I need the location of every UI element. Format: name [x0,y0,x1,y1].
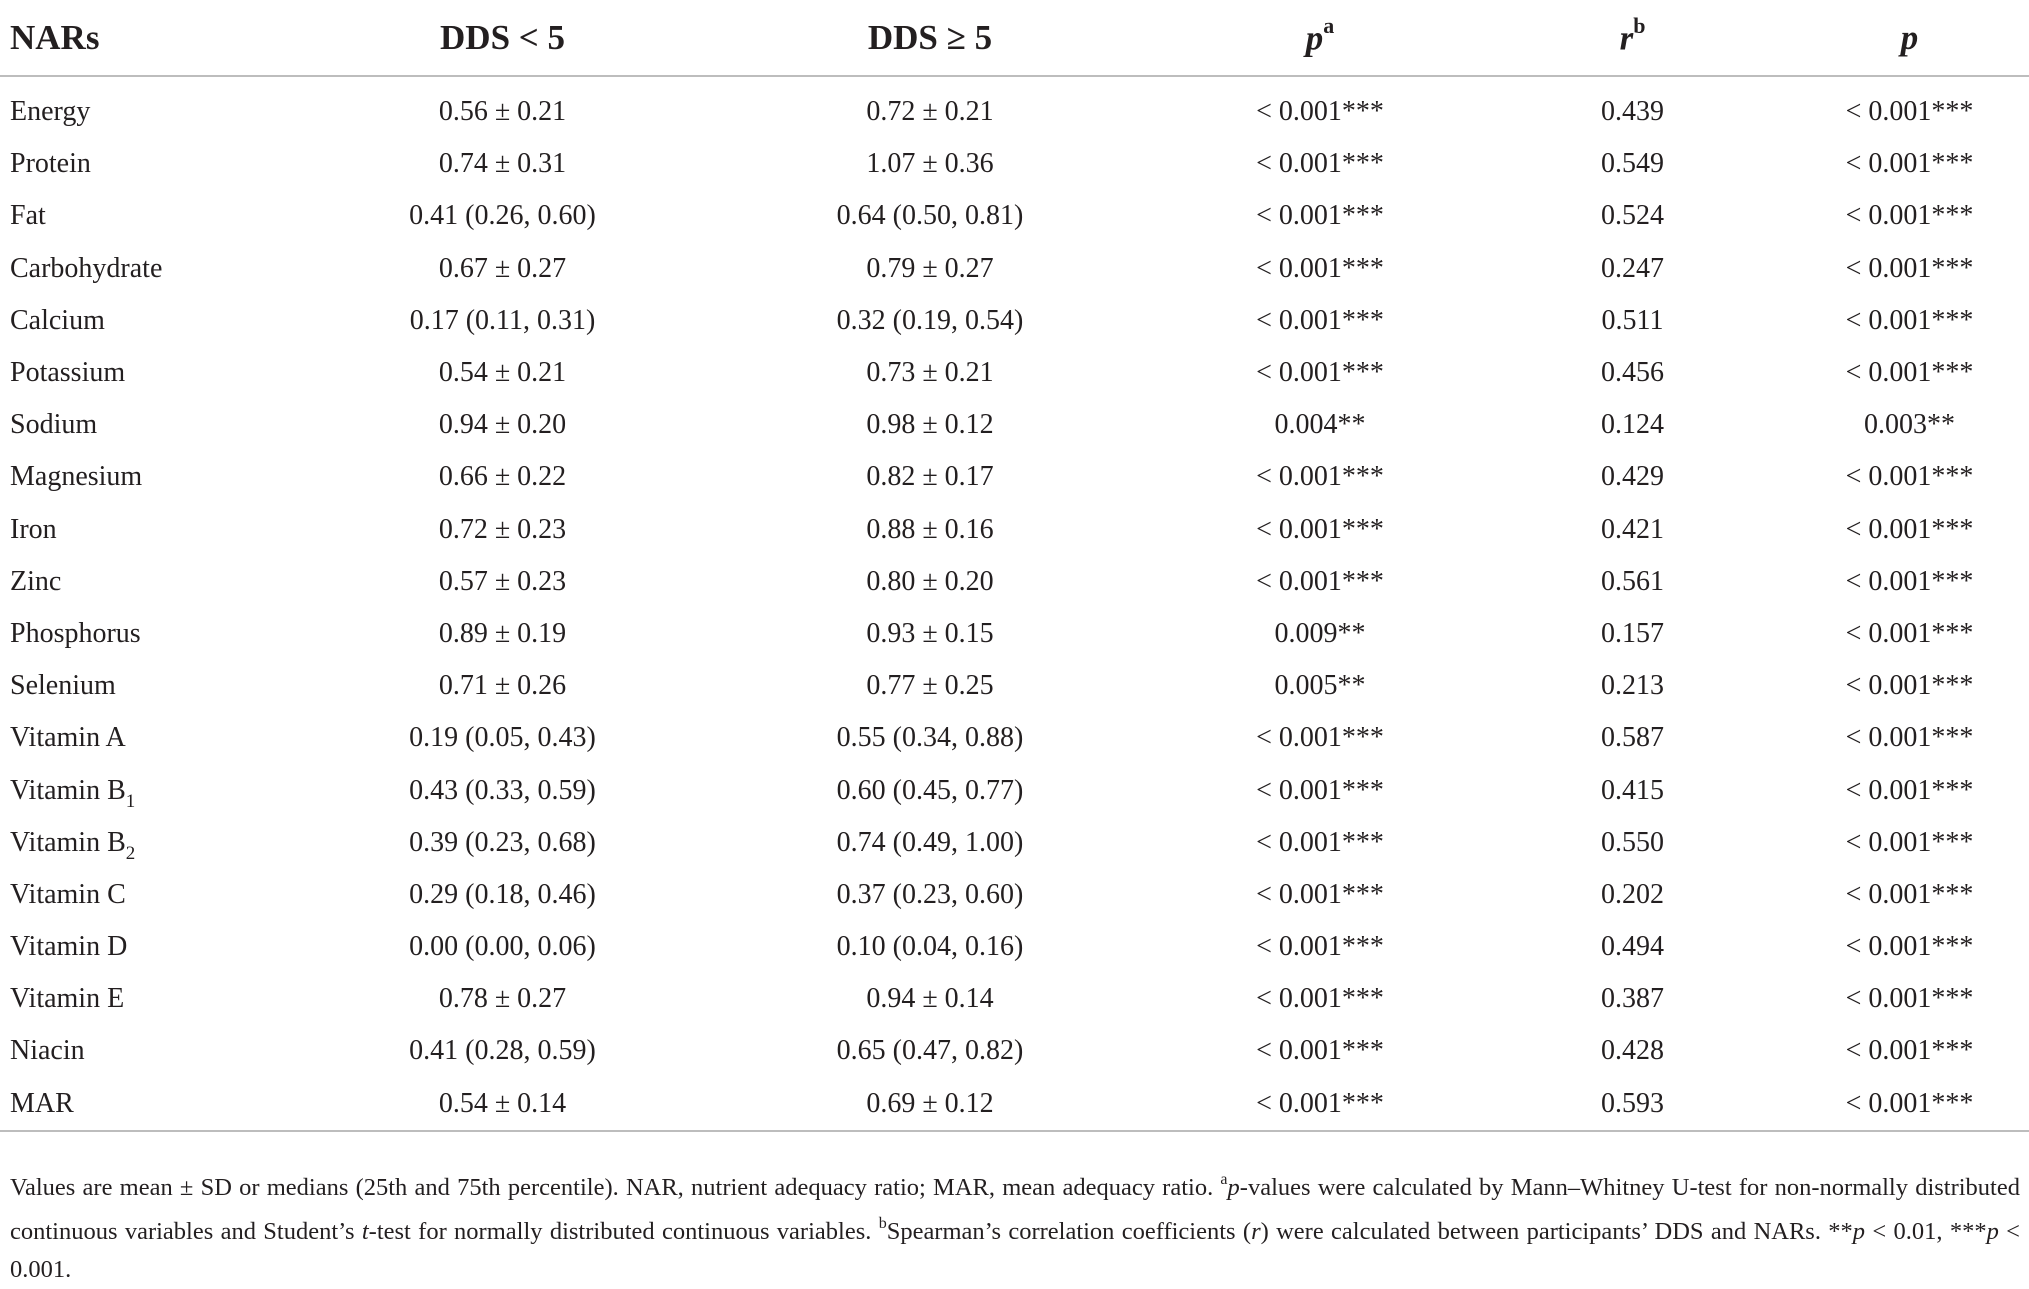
cell-r-spearman: 0.456 [1601,357,1664,389]
cell-p-mannwhitney: < 0.001*** [1256,200,1384,232]
cell-nutrient [0,817,310,869]
table-row [0,556,2029,608]
cell-nutrient [0,973,310,1025]
table-row [0,869,2029,921]
table-row [0,399,2029,451]
cell-dds-lt5: 0.89 ± 0.19 [438,617,567,649]
nutrient-name: Protein [10,148,91,180]
header-nars [0,0,310,76]
cell-r-spearman: 0.593 [1475,1078,1790,1131]
cell-p-mannwhitney: 0.009** [1274,617,1366,649]
cell-r-spearman: 0.429 [1601,461,1664,493]
cell-p-mannwhitney: < 0.001*** [1256,722,1384,754]
nutrient-name: Energy [10,96,91,128]
table-body [0,76,2029,1131]
nutrient-name: Vitamin B [10,826,126,858]
cell-dds-lt5: 0.41 (0.26, 0.60) [409,200,596,232]
table-row [0,608,2029,660]
table-row [0,764,2029,816]
cell-dds-ge5: 1.07 ± 0.36 [866,148,994,180]
nutrient-name: Calcium [10,304,105,336]
table-row [0,190,2029,242]
footnote-text: -values were calculated by Mann–Whitney U-test for non-normally distributed continuous variables and Student’s [10,1174,2020,1246]
footnote-text: -test for normally distributed continuous variables. [368,1218,879,1246]
table-row [0,660,2029,712]
nutrient-name: Vitamin E [10,983,125,1015]
cell-dds-ge5: 0.37 (0.23, 0.60) [836,878,1024,910]
cell-p-mannwhitney: < 0.001*** [1256,983,1384,1015]
cell-p-mannwhitney: < 0.001*** [1256,357,1384,389]
cell-p-correlation: < 0.001*** [1845,878,1974,910]
cell-r-spearman: 0.202 [1601,878,1664,910]
header-dds-lt5 [310,0,695,76]
cell-dds-lt5: 0.71 ± 0.26 [438,670,567,702]
cell-p-correlation: < 0.001*** [1845,1035,1974,1067]
nutrient-name: Zinc [10,565,62,597]
cell-p-mannwhitney: < 0.001*** [1165,1078,1475,1131]
cell-p-correlation: < 0.001*** [1845,461,1974,493]
table-row [0,295,2029,347]
cell-nutrient [0,556,310,608]
cell-p-correlation: 0.003** [1864,409,1955,441]
cell-r-spearman: 0.428 [1601,1035,1664,1067]
cell-dds-ge5: 0.77 ± 0.25 [866,670,994,702]
cell-p-mannwhitney: < 0.001*** [1256,565,1384,597]
cell-nutrient [0,608,310,660]
cell-p-correlation: < 0.001*** [1845,357,1974,389]
cell-nutrient [0,295,310,347]
cell-nutrient [0,76,310,138]
cell-p-correlation: < 0.001*** [1845,252,1974,284]
nutrient-subscript: 2 [125,842,136,864]
cell-dds-ge5: 0.65 (0.47, 0.82) [836,1035,1024,1067]
cell-nutrient [0,921,310,973]
cell-dds-lt5: 0.54 ± 0.14 [310,1078,695,1131]
cell-p-correlation: < 0.001*** [1845,983,1974,1015]
cell-p-mannwhitney: < 0.001*** [1256,252,1384,284]
footnote-text: < 0.001. [10,1218,2020,1284]
cell-p-correlation: < 0.001*** [1845,565,1974,597]
nutrient-name: Vitamin A [10,722,126,754]
cell-p-mannwhitney: < 0.001*** [1256,931,1384,963]
nutrient-name: Niacin [10,1035,85,1067]
header-label: p [1900,17,1919,57]
header-label: DDS ≥ 5 [867,17,993,57]
table-row [0,504,2029,556]
cell-p-mannwhitney: < 0.001*** [1256,1035,1384,1067]
nutrient-name: Potassium [10,357,126,389]
footnote-symbol: p [1852,1218,1866,1246]
cell-r-spearman: 0.561 [1601,565,1664,597]
footnote-text: < 0.01, *** [1865,1218,1987,1246]
cell-dds-lt5: 0.56 ± 0.21 [438,96,567,128]
cell-r-spearman: 0.415 [1601,774,1664,806]
cell-p-mannwhitney: < 0.001*** [1256,774,1384,806]
cell-p-correlation: < 0.001*** [1845,96,1974,128]
table-footnote [10,1163,2020,1289]
cell-r-spearman: 0.157 [1601,617,1664,649]
table-row [0,817,2029,869]
footnote-symbol: p [1986,1218,1999,1246]
cell-dds-ge5: 0.94 ± 0.14 [866,983,994,1015]
cell-p-correlation: < 0.001*** [1845,722,1974,754]
table-row [0,451,2029,503]
header-label: r [1619,18,1634,58]
footnote-symbol: t [361,1218,369,1246]
cell-p-mannwhitney: 0.005** [1274,670,1366,702]
cell-r-spearman: 0.439 [1601,96,1664,128]
cell-dds-ge5: 0.55 (0.34, 0.88) [836,722,1024,754]
cell-r-spearman: 0.511 [1601,304,1664,336]
nutrient-name: Iron [10,513,57,545]
table-row [0,921,2029,973]
cell-p-correlation: < 0.001*** [1845,148,1974,180]
nutrient-name: MAR [10,1087,74,1119]
nutrient-name: Vitamin B [10,774,126,806]
nutrient-name: Fat [10,200,46,232]
cell-dds-lt5: 0.29 (0.18, 0.46) [409,878,596,910]
cell-p-correlation: < 0.001*** [1845,826,1974,858]
cell-dds-lt5: 0.41 (0.28, 0.59) [409,1035,596,1067]
cell-p-correlation: < 0.001*** [1845,670,1974,702]
header-superscript: a [1323,12,1335,38]
cell-dds-lt5: 0.66 ± 0.22 [438,461,567,493]
cell-nutrient [0,504,310,556]
cell-dds-ge5: 0.72 ± 0.21 [866,96,994,128]
cell-dds-lt5: 0.94 ± 0.20 [438,409,567,441]
cell-dds-ge5: 0.10 (0.04, 0.16) [836,931,1024,963]
cell-r-spearman: 0.550 [1601,826,1664,858]
table-row [0,347,2029,399]
footnote-symbol: p [1227,1174,1240,1202]
nutrient-subscript: 1 [125,790,136,812]
table-row [0,712,2029,764]
cell-nutrient [0,660,310,712]
cell-dds-lt5: 0.54 ± 0.21 [438,357,567,389]
cell-dds-ge5: 0.88 ± 0.16 [866,513,994,545]
cell-dds-lt5: 0.72 ± 0.23 [438,513,567,545]
footnote-marker-a: a [1220,1171,1228,1188]
cell-r-spearman: 0.587 [1601,722,1664,754]
cell-dds-ge5: 0.60 (0.45, 0.77) [836,774,1024,806]
header-p-mannwhitney [1165,0,1475,76]
table-row [0,973,2029,1025]
cell-nutrient [0,347,310,399]
cell-r-spearman: 0.549 [1601,148,1664,180]
cell-dds-lt5: 0.39 (0.23, 0.68) [409,826,596,858]
table-row [0,76,2029,138]
nutrient-name: Magnesium [10,461,143,493]
cell-p-mannwhitney: 0.004** [1274,409,1366,441]
footnote-symbol: r [1251,1218,1261,1246]
cell-nutrient [0,243,310,295]
cell-nutrient [0,451,310,503]
cell-p-mannwhitney: < 0.001*** [1256,513,1384,545]
cell-dds-ge5: 0.82 ± 0.17 [866,461,994,493]
cell-p-mannwhitney: < 0.001*** [1256,148,1384,180]
cell-r-spearman: 0.421 [1601,513,1664,545]
cell-p-correlation: < 0.001*** [1790,1078,2029,1131]
cell-p-mannwhitney: < 0.001*** [1256,826,1384,858]
cell-dds-lt5: 0.43 (0.33, 0.59) [409,774,596,806]
nutrient-name: Vitamin D [10,931,128,963]
cell-dds-ge5: 0.73 ± 0.21 [866,357,994,389]
table-header [0,0,2029,76]
cell-nutrient [0,399,310,451]
cell-dds-ge5: 0.32 (0.19, 0.54) [836,304,1024,336]
cell-dds-lt5: 0.19 (0.05, 0.43) [409,722,596,754]
table-row [0,1025,2029,1077]
nutrient-name: Vitamin C [10,878,126,910]
cell-dds-ge5: 0.98 ± 0.12 [866,409,994,441]
cell-dds-ge5: 0.74 (0.49, 1.00) [836,826,1024,858]
header-label: DDS < 5 [440,17,565,57]
footnote-text: Spearman’s correlation coefficients ( [886,1218,1252,1246]
table-row [0,138,2029,190]
cell-p-correlation: < 0.001*** [1845,617,1974,649]
cell-dds-lt5: 0.67 ± 0.27 [438,252,567,284]
cell-r-spearman: 0.213 [1601,670,1664,702]
footnote-text: Values are mean ± SD or medians (25th and 75th percentile). NAR, nutrient adequacy ratio; MAR, mean adequacy ratio. [10,1174,1221,1202]
cell-p-correlation: < 0.001*** [1845,304,1974,336]
cell-nutrient [0,712,310,764]
cell-dds-lt5: 0.78 ± 0.27 [438,983,567,1015]
cell-p-mannwhitney: < 0.001*** [1256,96,1384,128]
footnote-text: ) were calculated between participants’ DDS and NARs. ** [1260,1218,1853,1246]
nutrient-name: Selenium [10,670,116,702]
cell-nutrient [0,1025,310,1077]
cell-r-spearman: 0.247 [1601,252,1664,284]
cell-dds-ge5: 0.93 ± 0.15 [866,617,994,649]
table-row [0,243,2029,295]
cell-dds-lt5: 0.57 ± 0.23 [438,565,567,597]
cell-dds-lt5: 0.17 (0.11, 0.31) [409,304,596,336]
cell-p-correlation: < 0.001*** [1845,200,1974,232]
cell-dds-ge5: 0.80 ± 0.20 [866,565,994,597]
cell-p-mannwhitney: < 0.001*** [1256,461,1384,493]
cell-nutrient [0,869,310,921]
cell-p-mannwhitney: < 0.001*** [1256,304,1384,336]
nutrient-name: Sodium [10,409,98,441]
cell-nutrient [0,1078,310,1131]
cell-nutrient [0,764,310,816]
cell-r-spearman: 0.387 [1601,983,1664,1015]
cell-r-spearman: 0.524 [1601,200,1664,232]
header-label: NARs [10,17,100,57]
footnote-marker-b: b [878,1215,887,1233]
header-r-spearman [1475,0,1790,76]
cell-p-correlation: < 0.001*** [1845,931,1974,963]
cell-nutrient [0,138,310,190]
cell-nutrient [0,190,310,242]
cell-p-correlation: < 0.001*** [1845,774,1974,806]
cell-r-spearman: 0.124 [1601,409,1664,441]
cell-p-correlation: < 0.001*** [1845,513,1974,545]
header-p-correlation [1790,0,2029,76]
nutrient-name: Carbohydrate [10,252,163,284]
cell-dds-ge5: 0.69 ± 0.12 [695,1078,1165,1131]
cell-r-spearman: 0.494 [1601,931,1664,963]
nutrient-name: Phosphorus [10,617,141,649]
cell-p-mannwhitney: < 0.001*** [1256,878,1384,910]
cell-dds-lt5: 0.00 (0.00, 0.06) [409,931,596,963]
header-dds-ge5 [695,0,1165,76]
cell-dds-ge5: 0.64 (0.50, 0.81) [836,200,1024,232]
header-row [0,0,2029,76]
table-row [0,1078,2029,1131]
cell-dds-lt5: 0.74 ± 0.31 [438,148,567,180]
header-superscript: b [1633,12,1646,38]
cell-dds-ge5: 0.79 ± 0.27 [866,252,994,284]
header-label: p [1305,18,1324,58]
